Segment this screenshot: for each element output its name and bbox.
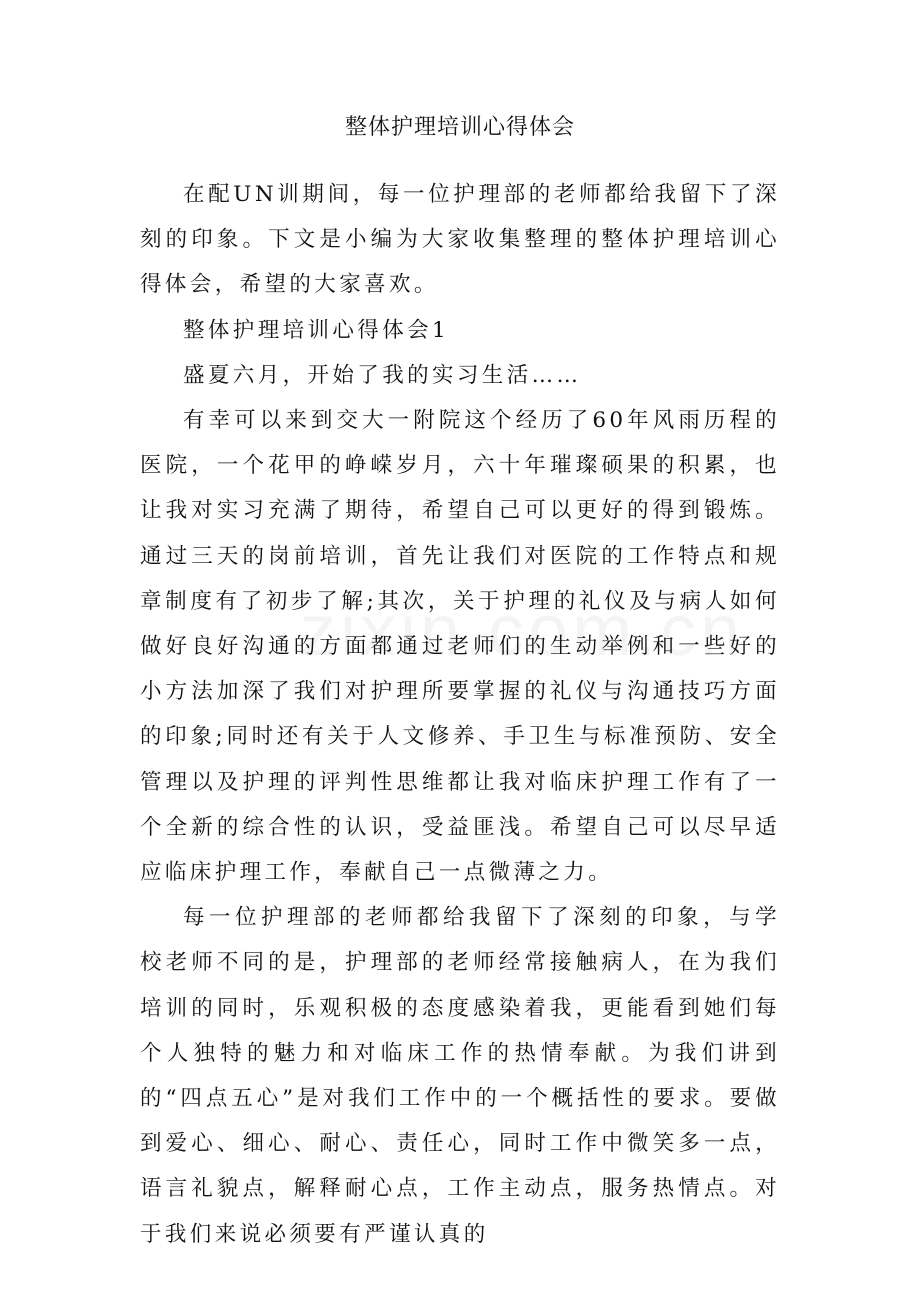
document-body (140, 172, 780, 1257)
paragraph-intro: 在配UN训期间，每一位护理部的老师都给我留下了深刻的印象。下文是小编为大家收集整理的整体护理培训心得体会，希望的大家喜欢。 (140, 182, 780, 298)
document-title: 整体护理培训心得体会 (344, 115, 575, 140)
paragraph-teachers-impression: 每一位护理部的老师都给我留下了深刻的印象，与学校老师不同的是，护理部的老师经常接触病人，在为我们培训的同时，乐观积极的态度感染着我，更能看到她们每个人独特的魅力和对临床工作的热情奉献。为我们讲到的“四点五心”是对我们工作中的一个概括性的要求。要做到爱心、细心、耐心、责任心，同时工作中微笑多一点，语言礼貌点，解释耐心点，工作主动点，服务热情点。对于我们来说必须要有严谨认真的 (140, 905, 780, 1247)
paragraph-training-experience: 有幸可以来到交大一附院这个经历了60年风雨历程的医院，一个花甲的峥嵘岁月，六十年璀璨硕果的积累，也让我对实习充满了期待，希望自己可以更好的得到锻炼。通过三天的岗前培训，首先让我们对医院的工作特点和规章制度有了初步了解;其次，关于护理的礼仪及与病人如何做好良好沟通的方面都通过老师们的生动举例和一些好的小方法加深了我们对护理所要掌握的礼仪与沟通技巧方面的印象;同时还有关于人文修养、手卫生与标准预防、安全管理以及护理的评判性思维都让我对临床护理工作有了一个全新的综合性的认识，受益匪浅。希望自己可以尽早适应临床护理工作，奉献自己一点微薄之力。 (140, 408, 780, 886)
paragraph-section-heading: 整体护理培训心得体会1 (183, 317, 450, 343)
paragraph-opening-line: 盛夏六月，开始了我的实习生活…… (183, 362, 582, 388)
